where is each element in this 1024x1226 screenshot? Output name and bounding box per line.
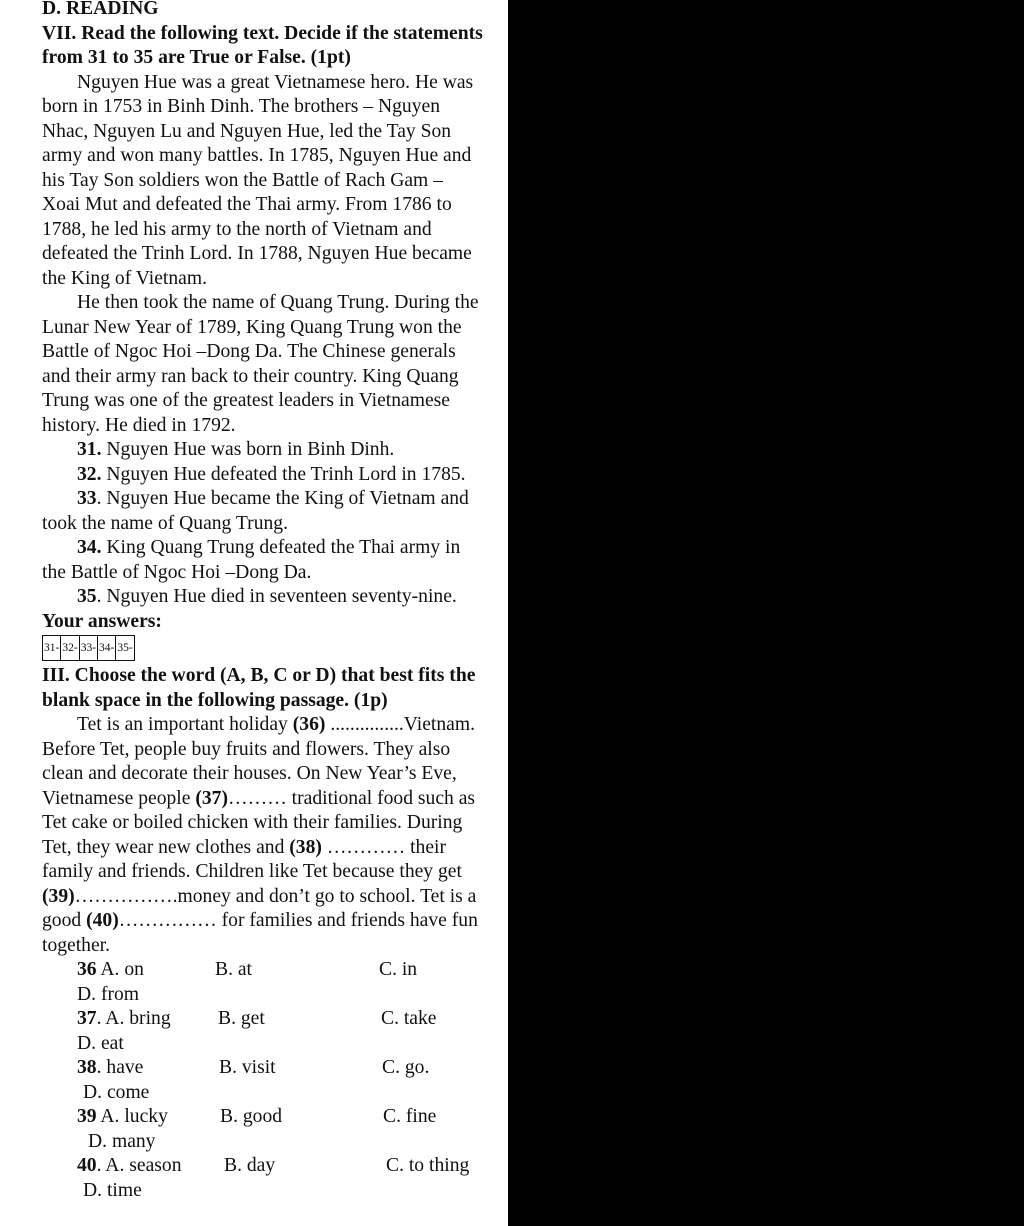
- passage-line: the King of Vietnam.: [42, 267, 207, 289]
- statement-34-cont: the Battle of Ngoc Hoi –Dong Da.: [42, 561, 312, 583]
- option-c[interactable]: C. take: [381, 1008, 437, 1029]
- option-c[interactable]: C. fine: [383, 1106, 437, 1127]
- passage-line: family and friends. Children like Tet because they get: [42, 861, 462, 882]
- passage-paragraph-2: [42, 291, 504, 438]
- passage-line: Tet, they wear new clothes and (38) ………… their: [42, 836, 446, 858]
- option-a[interactable]: . A. bring: [96, 1008, 171, 1029]
- answer-cell-32[interactable]: 32-: [61, 636, 79, 661]
- question-40: 40. A. season B. day C. to thing D. time: [42, 1154, 504, 1203]
- option-d[interactable]: D. time: [83, 1179, 142, 1201]
- option-c[interactable]: C. in: [379, 959, 418, 980]
- passage-line: He then took the name of Quang Trung. During the: [77, 292, 479, 313]
- answers-label: Your answers:: [42, 610, 162, 632]
- answer-table: [42, 635, 135, 661]
- answer-cell-35[interactable]: 35-: [116, 636, 134, 661]
- section-title: D. READING: [42, 0, 159, 19]
- option-b[interactable]: B. visit: [219, 1057, 276, 1078]
- statements-list: [42, 438, 504, 610]
- passage-line: Battle of Ngoc Hoi –Dong Da. The Chinese generals: [42, 341, 456, 362]
- option-d[interactable]: D. eat: [77, 1032, 124, 1054]
- passage-line: Trung was one of the greatest leaders in Vietnamese: [42, 390, 451, 411]
- option-a[interactable]: . have: [96, 1057, 144, 1078]
- answer-cell-31[interactable]: 31-: [43, 636, 61, 661]
- passage-line: Nhac, Nguyen Lu and Nguyen Hue, led the Tay Son: [42, 120, 452, 142]
- answer-cell-33[interactable]: 33-: [79, 636, 97, 661]
- passage-line: army and won many battles. In 1785, Nguyen Hue and: [42, 145, 472, 166]
- passage-line: 1788, he led his army to the north of Vietnam and: [42, 218, 432, 240]
- question-39: 39 A. lucky B. good C. fine D. many: [42, 1105, 504, 1154]
- question-37: 37. A. bring B. get C. take D. eat: [42, 1007, 504, 1056]
- answer-cell-34[interactable]: 34-: [98, 636, 116, 661]
- passage-line: clean and decorate their houses. On New Year’s Eve,: [42, 763, 457, 784]
- passage-line: Nguyen Hue was a great Vietnamese hero. He was: [77, 71, 474, 93]
- passage-line: Tet cake or boiled chicken with their families. During: [42, 812, 463, 833]
- black-background-area: [508, 0, 1024, 1226]
- passage-line: and their army ran back to their country. King Quang: [42, 365, 459, 387]
- option-b[interactable]: B. at: [215, 959, 253, 980]
- passage-line: Lunar New Year of 1789, King Quang Trung won the: [42, 316, 462, 338]
- option-b[interactable]: B. good: [220, 1106, 283, 1127]
- passage-line: born in 1753 in Binh Dinh. The brothers – Nguyen: [42, 96, 441, 117]
- task7-heading: VII. Read the following text. Decide if the statements from 31 to 35 are True or False. (1pt): [42, 22, 483, 68]
- option-a[interactable]: . A. season: [96, 1155, 182, 1176]
- passage-line: good (40)…………… for families and friends have fun: [42, 910, 478, 931]
- option-c[interactable]: C. to thing: [386, 1155, 470, 1176]
- statement-34: 34. King Quang Trung defeated the Thai army in: [77, 537, 461, 558]
- statement-33-cont: took the name of Quang Trung.: [42, 512, 288, 534]
- option-b[interactable]: B. get: [218, 1008, 265, 1029]
- document-body: [42, 0, 504, 1203]
- passage-line: Tet is an important holiday (36) ...............Vietnam.: [77, 714, 475, 735]
- statement-35: 35. Nguyen Hue died in seventeen seventy-nine.: [77, 586, 457, 607]
- option-c[interactable]: C. go.: [382, 1057, 430, 1078]
- passage-paragraph-1: [42, 71, 504, 292]
- statement-32: 32. Nguyen Hue defeated the Trinh Lord in 1785.: [77, 463, 466, 485]
- passage-line: defeated the Trinh Lord. In 1788, Nguyen Hue became: [42, 243, 472, 264]
- option-a[interactable]: A. on: [96, 959, 144, 980]
- passage-line: history. He died in 1792.: [42, 414, 236, 436]
- passage-line: Vietnamese people (37)……… traditional food such as: [42, 787, 476, 809]
- task3-heading: III. Choose the word (A, B, C or D) that best fits the blank space in the following passage. (1p): [42, 665, 476, 711]
- passage-line: together.: [42, 934, 111, 956]
- option-d[interactable]: D. many: [88, 1130, 156, 1152]
- statement-33: 33. Nguyen Hue became the King of Vietnam and: [77, 488, 469, 509]
- passage-line: (39)…………….money and don’t go to school. Tet is a: [42, 885, 477, 907]
- option-b[interactable]: B. day: [224, 1155, 276, 1176]
- option-d[interactable]: D. from: [77, 983, 140, 1005]
- option-a[interactable]: A. lucky: [96, 1106, 168, 1127]
- passage-line: his Tay Son soldiers won the Battle of Rach Gam –: [42, 169, 443, 191]
- question-36: 36 A. on B. at C. in D. from: [42, 958, 504, 1007]
- statement-31: 31. Nguyen Hue was born in Binh Dinh.: [77, 439, 395, 460]
- passage-line: Xoai Mut and defeated the Thai army. From 1786 to: [42, 194, 452, 215]
- passage-line: Before Tet, people buy fruits and flowers. They also: [42, 738, 451, 760]
- question-38: 38. have B. visit C. go. D. come: [42, 1056, 504, 1105]
- worksheet-page: [0, 0, 508, 1226]
- option-d[interactable]: D. come: [83, 1081, 150, 1103]
- task3-passage: [42, 713, 504, 958]
